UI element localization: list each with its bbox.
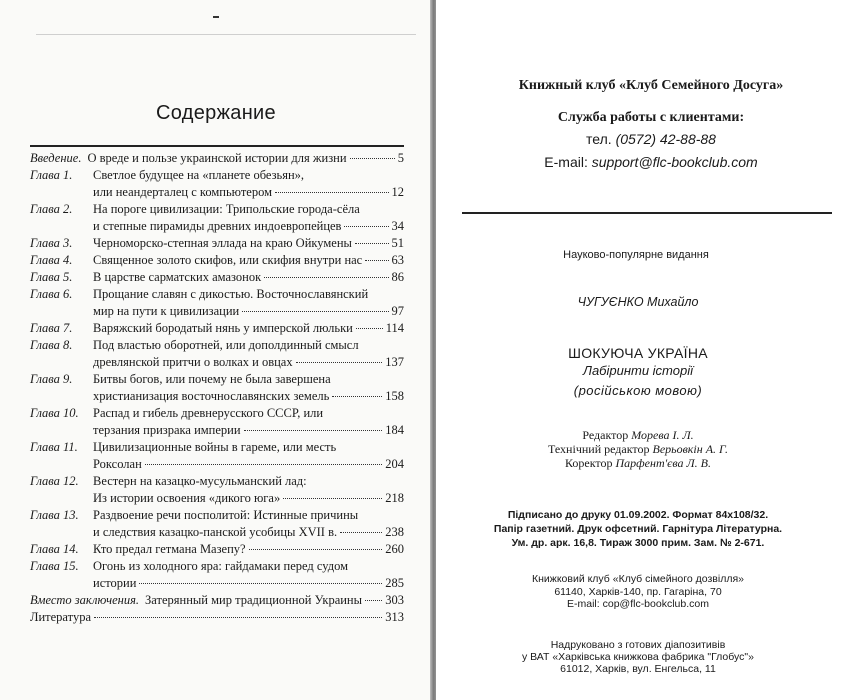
toc-leader-dots: [244, 430, 383, 431]
toc-page-number: 34: [391, 219, 404, 233]
toc-leader-dots: [275, 192, 388, 193]
phone-number: (0572) 42-88-88: [615, 131, 716, 147]
staff-role: Коректор: [564, 456, 616, 470]
toc-entry-last-line: [93, 235, 404, 252]
editorial-staff: [436, 428, 840, 470]
edition-type: Науково-популярне видання: [563, 249, 709, 261]
toc-entry-label: Глава 12.: [30, 474, 79, 488]
printer-line: 61012, Харків, вул. Енгельса, 11: [560, 663, 716, 675]
toc-entry-label: Глава 3.: [30, 236, 73, 250]
toc-leader-dots: [350, 158, 395, 159]
toc-entry: [30, 269, 404, 286]
toc-entry-last-line: [93, 218, 404, 235]
toc-leader-dots: [332, 396, 382, 397]
toc-entry-text: [93, 439, 404, 473]
toc-page-number: 285: [385, 576, 404, 590]
toc-page-number: 114: [385, 321, 404, 335]
left-page-contents: [0, 0, 432, 700]
toc-entry-text: [93, 558, 404, 592]
toc-entry-text: [30, 609, 404, 626]
toc-divider: [30, 145, 404, 147]
staff-name: Верьовкін А. Г.: [652, 442, 728, 456]
toc-entry-text: [93, 286, 404, 320]
toc-entry-label: Глава 14.: [30, 542, 79, 556]
toc-page-number: 137: [385, 355, 404, 369]
staff-role: Технічний редактор: [548, 442, 653, 456]
toc-entry-line: На пороге цивилизации: Трипольские города-сёла: [93, 202, 360, 216]
toc-entry: [30, 439, 404, 473]
toc-entry-line: В царстве сарматских амазонок: [93, 270, 262, 284]
toc-entry: [30, 507, 404, 541]
toc-entry-line: мир на пути к цивилизации: [93, 304, 240, 318]
toc-entry-label: Глава 9.: [30, 372, 73, 386]
toc-entry-label: Глава 2.: [30, 202, 73, 216]
toc-page-number: 313: [385, 610, 404, 624]
toc-entry: [30, 201, 404, 235]
toc-entry-last-line: [93, 269, 404, 286]
toc-entry-text: [93, 235, 404, 252]
toc-entry-last-line: [93, 354, 404, 371]
toc-page-number: 204: [385, 457, 404, 471]
toc-entry-line: Прощание славян с дикостью. Восточнославянский: [93, 287, 369, 301]
toc-entry-line: Роксолан: [93, 457, 142, 471]
toc-entry-line: и степные пирамиды древних индоевропейцев: [93, 219, 342, 233]
toc-entry-last-line: [93, 422, 404, 439]
toc-page-number: 63: [391, 253, 404, 267]
publisher-line: 61140, Харків-140, пр. Гагаріна, 70: [554, 585, 722, 598]
toc-entry-line: Раздвоение речи посполитой: Истинные причины: [93, 508, 359, 522]
toc-page-number: 238: [385, 525, 404, 539]
toc-page-number: 97: [391, 304, 404, 318]
toc-entry-text: [93, 252, 404, 269]
toc-entry-line: Битвы богов, или почему не была завершена: [93, 372, 331, 386]
toc-entry-last-line: [93, 252, 404, 269]
toc-entry: [30, 150, 404, 167]
imprint-line: Папір газетний. Друк офсетний. Гарнітура Літературна.: [493, 523, 783, 535]
toc-entry: [30, 558, 404, 592]
toc-page-number: 86: [391, 270, 404, 284]
club-title: Книжный клуб «Клуб Семейного Досуга»: [518, 78, 784, 93]
toc-leader-dots: [249, 549, 383, 550]
toc-entry-label: Глава 1.: [30, 168, 73, 182]
staff-name: Парфент'єва Л. В.: [615, 456, 711, 470]
toc-entry: [30, 541, 404, 558]
staff-line: [436, 456, 840, 470]
table-of-contents: [30, 150, 404, 626]
toc-entry-line: Под властью оборотней, или дополдинный смысл: [93, 338, 359, 352]
customer-service-title: Служба работы с клиентами:: [557, 110, 745, 125]
imprint-line: Ум. др. арк. 16,8. Тираж 3000 прим. Зам. № 2-671.: [511, 537, 765, 549]
toc-page-number: 303: [385, 593, 404, 607]
email-line: [436, 154, 866, 170]
toc-leader-dots: [145, 464, 382, 465]
toc-entry-line: древлянской притчи о волках и овцах: [93, 355, 293, 369]
toc-entry-text: [87, 150, 404, 167]
printer-info: [436, 639, 840, 675]
toc-entry: [30, 286, 404, 320]
toc-page-number: 51: [391, 236, 404, 250]
toc-entry-last-line: [93, 541, 404, 558]
toc-entry-last-line: [30, 609, 404, 626]
toc-entry-last-line: [93, 320, 404, 337]
toc-entry: [30, 473, 404, 507]
phone-line: [436, 131, 866, 147]
toc-entry-last-line: [93, 388, 404, 405]
toc-leader-dots: [139, 583, 382, 584]
toc-title: Содержание: [156, 102, 276, 124]
toc-entry-line: Кто предал гетмана Мазепу?: [93, 542, 246, 556]
toc-entry: [30, 252, 404, 269]
imprint-line: Підписано до друку 01.09.2002. Формат 84х108/32.: [507, 509, 769, 521]
toc-page-number: 260: [385, 542, 404, 556]
publisher-line: Книжковий клуб «Клуб сімейного дозвілля»: [532, 573, 744, 585]
toc-entry-last-line: [93, 456, 404, 473]
book-title: ШОКУЮЧА УКРАЇНА: [568, 345, 708, 361]
toc-entry-line: христианизация восточнославянских земель: [93, 389, 330, 403]
toc-leader-dots: [283, 498, 382, 499]
toc-leader-dots: [344, 226, 388, 227]
toc-entry-text: [93, 201, 404, 235]
toc-entry-label: Глава 13.: [30, 508, 79, 522]
toc-entry-line: или неандерталец с компьютером: [93, 185, 273, 199]
toc-entry-line: Священное золото скифов, или скифия внутри нас: [93, 253, 363, 267]
staff-line: [436, 428, 840, 442]
toc-page-number: 184: [385, 423, 404, 437]
toc-leader-dots: [356, 328, 383, 329]
top-print-mark: [213, 16, 219, 18]
toc-entry: [30, 609, 404, 626]
toc-entry-line: Распад и гибель древнерусского СССР, или: [93, 406, 324, 420]
toc-leader-dots: [264, 277, 388, 278]
toc-entry-label: Глава 15.: [30, 559, 79, 573]
toc-entry-text: [93, 405, 404, 439]
toc-entry-last-line: [87, 150, 404, 167]
toc-entry-line: Из истории освоения «дикого юга»: [93, 491, 281, 505]
toc-entry-last-line: [93, 303, 404, 320]
toc-entry-label: Введение.: [30, 151, 82, 165]
toc-page-number: 5: [397, 151, 404, 165]
staff-role: Редактор: [582, 428, 632, 442]
toc-entry-last-line: [93, 490, 404, 507]
toc-entry: [30, 320, 404, 337]
toc-entry: [30, 405, 404, 439]
toc-page-number: 158: [385, 389, 404, 403]
toc-entry-line: терзания призрака империи: [93, 423, 241, 437]
publisher-line: E-mail: cop@flc-bookclub.com: [567, 598, 709, 610]
book-subtitle: Лабіринти історії: [583, 363, 693, 378]
toc-entry: [30, 235, 404, 252]
toc-entry-label: Глава 8.: [30, 338, 73, 352]
toc-entry-label: Глава 4.: [30, 253, 73, 267]
toc-leader-dots: [340, 532, 382, 533]
toc-entry-label: Вместо заключения.: [30, 593, 140, 607]
print-imprint: [436, 508, 840, 550]
toc-entry-line: О вреде и пользе украинской истории для жизни: [87, 151, 347, 165]
toc-entry-label: Глава 7.: [30, 321, 73, 335]
toc-entry-line: Затерянный мир традиционной Украины: [145, 593, 363, 607]
publisher-info: [436, 573, 840, 611]
imprint-divider: [462, 212, 832, 214]
toc-entry-line: Огонь из холодного яра: гайдамаки перед судом: [93, 559, 348, 573]
toc-entry-text: [93, 320, 404, 337]
email-address: support@flc-bookclub.com: [591, 154, 758, 170]
toc-entry-text: [93, 337, 404, 371]
toc-leader-dots: [242, 311, 388, 312]
staff-name: Морева І. Л.: [631, 428, 694, 442]
toc-entry-line: Вестерн на казацко-мусульманский лад:: [93, 474, 307, 488]
staff-line: [436, 442, 840, 456]
toc-leader-dots: [365, 260, 388, 261]
toc-entry-text: [93, 541, 404, 558]
toc-entry-line: Черноморско-степная эллада на краю Ойкумены: [93, 236, 352, 250]
toc-entry-line: и следствия казацко-панской усобицы XVII в.: [93, 525, 338, 539]
toc-entry: [30, 371, 404, 405]
toc-entry-last-line: [93, 524, 404, 541]
book-language: (російською мовою): [573, 383, 703, 398]
toc-entry: [30, 592, 404, 609]
toc-entry-text: [93, 167, 404, 201]
toc-entry-last-line: [145, 592, 404, 609]
toc-page-number: 218: [385, 491, 404, 505]
toc-entry-text: [93, 371, 404, 405]
toc-entry-line: Варяжский бородатый нянь у имперской люльки: [93, 321, 353, 335]
toc-entry-label: Глава 10.: [30, 406, 79, 420]
toc-leader-dots: [365, 600, 382, 601]
toc-entry-text: [93, 473, 404, 507]
toc-entry-last-line: [93, 184, 404, 201]
toc-entry-text: [93, 507, 404, 541]
email-prefix: E-mail:: [544, 154, 592, 170]
toc-entry-label: Глава 11.: [30, 440, 78, 454]
right-page-imprint: [436, 0, 866, 700]
book-author: ЧУГУЄНКО Михайло: [577, 295, 699, 309]
toc-entry-last-line: [93, 575, 404, 592]
phone-prefix: тел.: [586, 131, 616, 147]
toc-leader-dots: [94, 617, 382, 618]
toc-entry-line: Литература: [30, 610, 91, 624]
toc-entry-line: Светлое будущее на «планете обезьян»,: [93, 168, 305, 182]
toc-entry-label: Глава 6.: [30, 287, 73, 301]
bleed-through-line: [36, 34, 416, 35]
toc-entry: [30, 337, 404, 371]
toc-entry-text: [145, 592, 404, 609]
printer-line: у ВАТ «Харківська книжкова фабрика "Глобус"»: [521, 651, 754, 663]
toc-entry: [30, 167, 404, 201]
toc-leader-dots: [355, 243, 389, 244]
toc-page-number: 12: [391, 185, 404, 199]
toc-leader-dots: [296, 362, 383, 363]
toc-entry-line: Цивилизационные войны в гареме, или месть: [93, 440, 337, 454]
printer-line: Надруковано з готових діапозитивів: [550, 639, 726, 651]
toc-entry-label: Глава 5.: [30, 270, 73, 284]
toc-entry-line: истории: [93, 576, 137, 590]
toc-entry-text: [93, 269, 404, 286]
